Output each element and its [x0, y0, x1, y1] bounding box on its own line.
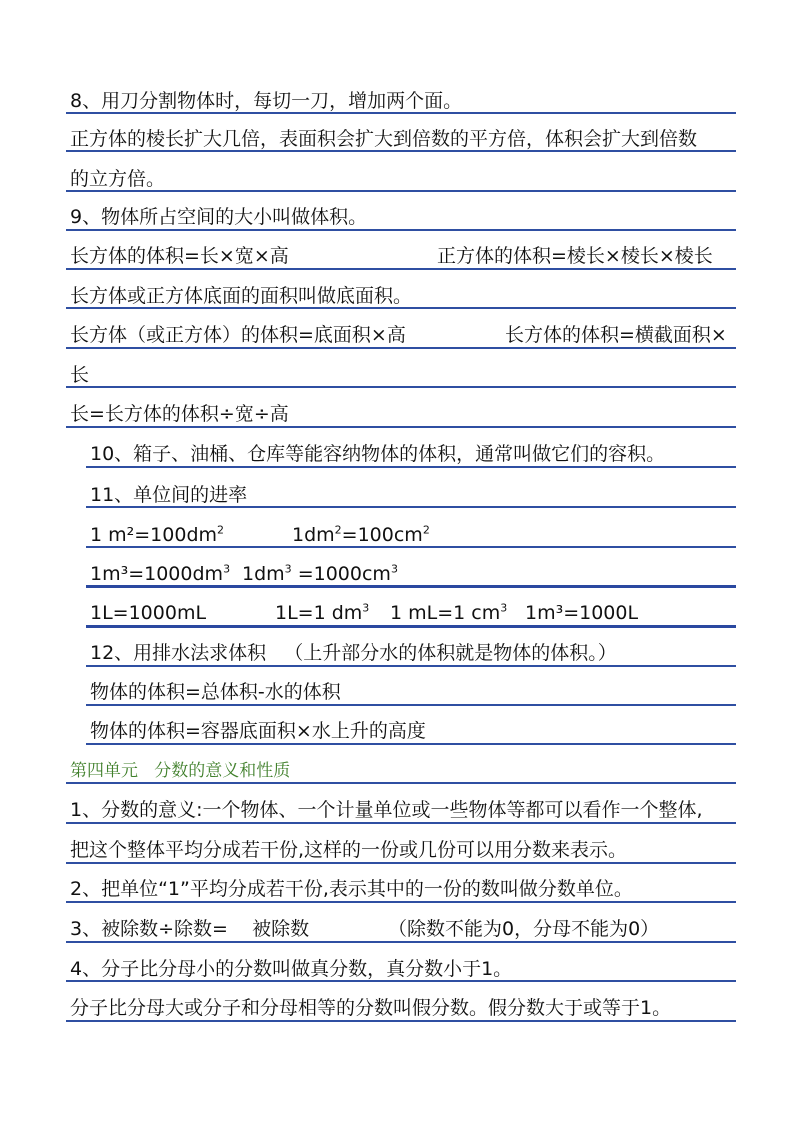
unit-conversion-m3-liter: 1m³=1000L — [525, 602, 639, 624]
underline — [66, 782, 736, 784]
unit-conversion-area: 1 $m^2=100dm^2$ — [90, 523, 225, 546]
unit-conversion-liter-dm3: 1L=1 $dm^3$ — [275, 601, 370, 624]
underline — [86, 506, 736, 508]
underline — [66, 347, 736, 349]
formula-cube-volume: 正方体的体积=棱长×棱长×棱长 — [437, 245, 713, 267]
formula-base-area-volume: 长方体（或正方体）的体积=底面积×高 — [70, 324, 406, 346]
unit-conversion-liter-ml: 1L=1000mL — [90, 602, 207, 624]
note-fraction-meaning: 1、分数的意义:一个物体、一个计量单位或一些物体等都可以看作一个整体, — [70, 799, 703, 821]
underline — [66, 941, 736, 943]
underline — [66, 386, 736, 388]
note-division-fraction: 3、被除数÷除数= 被除数 — [70, 918, 310, 940]
underline — [66, 426, 736, 428]
underline — [66, 190, 736, 192]
underline — [86, 466, 736, 468]
underline — [86, 704, 736, 706]
underline — [66, 150, 736, 152]
underline — [66, 307, 736, 309]
unit-heading: 第四单元 分数的意义和性质 — [70, 761, 291, 781]
note-division-condition: （除数不能为0，分母不能为0） — [388, 918, 660, 940]
note-line-cube-scaling-cont: 的立方倍。 — [70, 168, 166, 190]
unit-conversion-dm3: $1dm^3 =1000cm^3$ — [242, 562, 398, 585]
underline — [86, 743, 736, 745]
unit-conversion-m3: $1m^3=1000dm^3$ — [90, 562, 231, 585]
note-line-11: 11、单位间的进率 — [90, 484, 248, 506]
formula-length: 长=长方体的体积÷宽÷高 — [70, 403, 289, 425]
underline — [66, 862, 736, 864]
note-proper-fraction: 4、分子比分母小的分数叫做真分数，真分数小于1。 — [70, 958, 513, 980]
underline — [86, 625, 736, 628]
note-fraction-meaning-cont: 把这个整体平均分成若干份,这样的一份或几份可以用分数来表示。 — [70, 839, 628, 861]
note-fraction-unit: 2、把单位“1”平均分成若干份,表示其中的一份的数叫做分数单位。 — [70, 878, 633, 900]
formula-displacement-1: 物体的体积=总体积-水的体积 — [90, 681, 341, 703]
underline — [86, 665, 736, 667]
formula-cuboid-volume: 长方体的体积=长×宽×高 — [70, 245, 289, 267]
note-line-12: 12、用排水法求体积 （上升部分水的体积就是物体的体积。） — [90, 642, 617, 664]
formula-cross-section-volume-cont: 长 — [70, 364, 90, 386]
underline — [66, 822, 736, 824]
formula-displacement-2: 物体的体积=容器底面积×水上升的高度 — [90, 720, 426, 742]
note-line-10: 10、箱子、油桶、仓库等能容纳物体的体积，通常叫做它们的容积。 — [90, 443, 666, 465]
note-line-8: 8、用刀分割物体时，每切一刀，增加两个面。 — [70, 90, 463, 112]
note-improper-fraction: 分子比分母大或分子和分母相等的分数叫假分数。假分数大于或等于1。 — [70, 997, 672, 1019]
unit-conversion-ml-cm3: 1 mL=1 $cm^3$ — [390, 601, 508, 624]
underline — [66, 901, 736, 903]
unit-conversion-dm2: $1dm^2=100cm^2$ — [292, 523, 430, 546]
underline — [86, 546, 736, 548]
underline — [86, 585, 736, 588]
note-line-base-area: 长方体或正方体底面的面积叫做底面积。 — [70, 285, 413, 307]
underline — [66, 980, 736, 982]
note-line-cube-scaling: 正方体的棱长扩大几倍，表面积会扩大到倍数的平方倍，体积会扩大到倍数 — [70, 128, 698, 150]
underline — [66, 1020, 736, 1022]
underline — [66, 268, 736, 270]
note-line-9: 9、物体所占空间的大小叫做体积。 — [70, 206, 368, 228]
underline — [66, 112, 736, 114]
underline — [66, 229, 736, 231]
formula-cross-section-volume: 长方体的体积=横截面积× — [505, 324, 727, 346]
